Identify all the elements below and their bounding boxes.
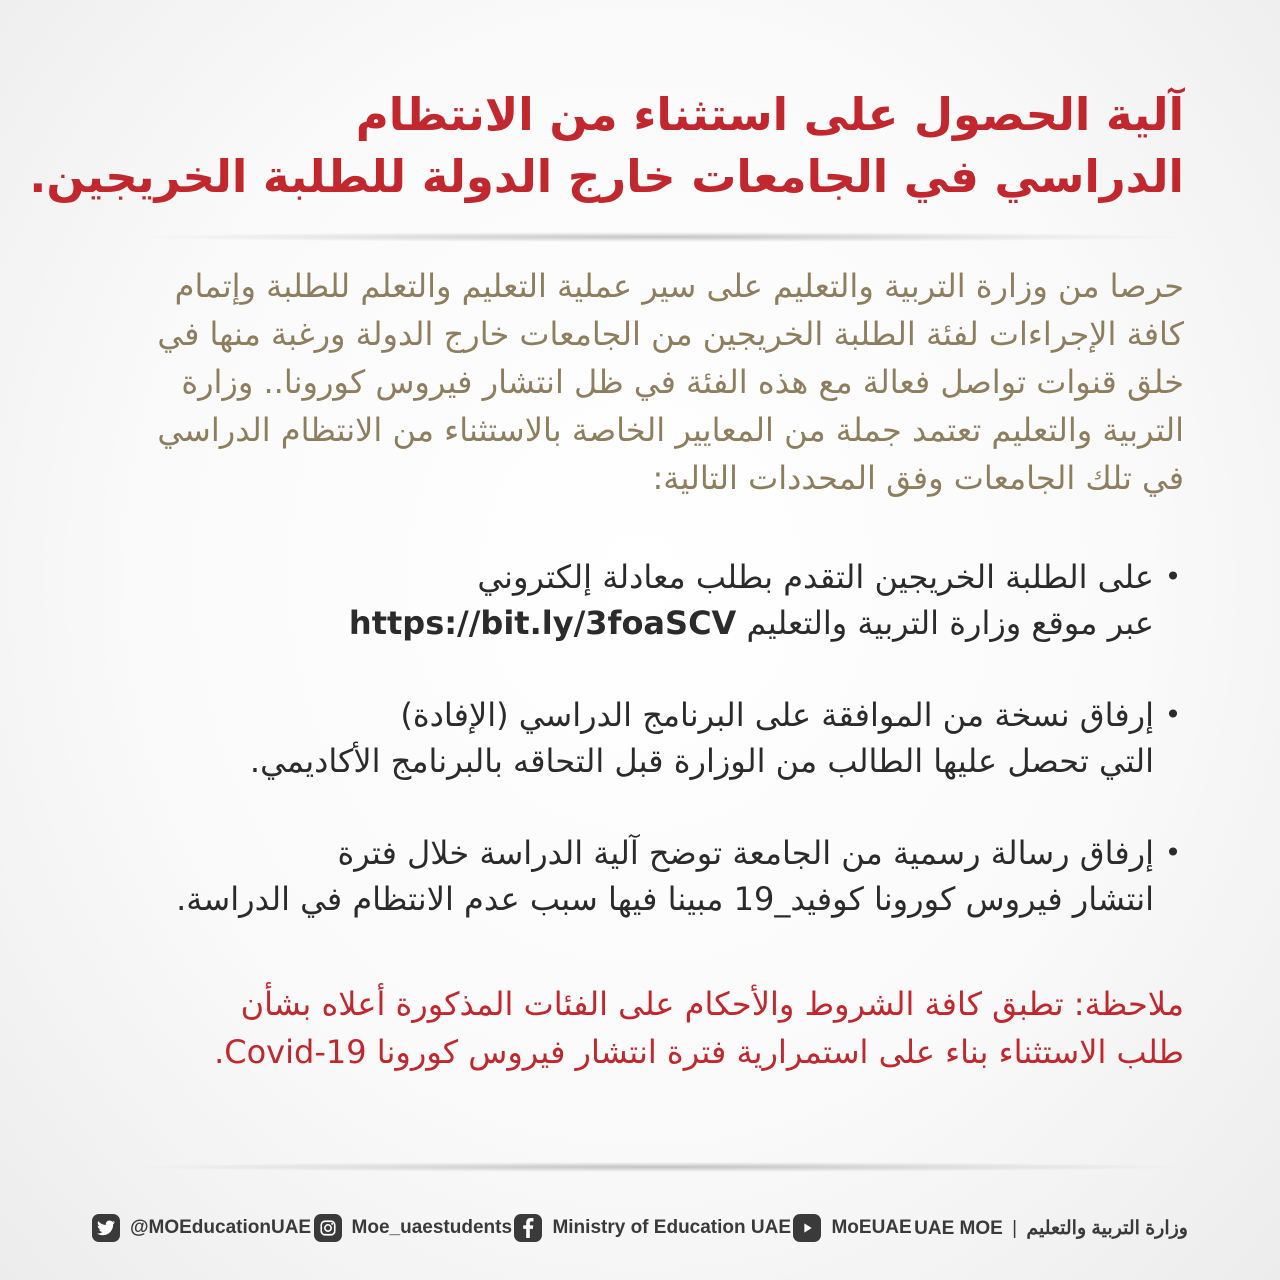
- intro-line: في تلك الجامعات وفق المحددات التالية:: [652, 459, 1184, 497]
- note-line-2: طلب الاستثناء بناء على استمرارية فترة انتشار فيروس كورونا Covid-19.: [214, 1033, 1184, 1071]
- page-title: [29, 84, 1184, 208]
- instagram-handle: Moe_uaestudents: [351, 1217, 513, 1238]
- twitter-handle: @MOEducationUAE: [130, 1217, 312, 1238]
- instagram-icon: [314, 1214, 342, 1242]
- facebook-link[interactable]: [514, 1214, 791, 1242]
- youtube-icon: [793, 1214, 821, 1242]
- top-divider: [140, 232, 1180, 242]
- youtube-handle: MoEUAE: [831, 1217, 912, 1238]
- brand-arabic: وزارة التربية والتعليم: [1026, 1217, 1188, 1239]
- twitter-icon: [92, 1214, 120, 1242]
- note-paragraph: [124, 980, 1184, 1076]
- brand-separator: |: [1012, 1217, 1018, 1239]
- requirement-1-line-1: على الطلبة الخريجين التقدم بطلب معادلة إلكتروني: [477, 558, 1154, 596]
- requirement-1-line-2: [124, 600, 1154, 646]
- requirements-list: [124, 554, 1184, 968]
- facebook-handle: Ministry of Education UAE: [552, 1217, 792, 1238]
- footer-bar: [92, 1208, 1188, 1248]
- intro-line: حرصا من وزارة التربية والتعليم على سير عملية التعليم والتعلم للطلبة وإتمام: [174, 267, 1184, 305]
- requirement-item-2: [124, 692, 1184, 784]
- intro-line: خلق قنوات تواصل فعالة مع هذه الفئة في ظل انتشار فيروس كورونا.. وزارة: [181, 363, 1184, 401]
- title-line-2: الدراسي في الجامعات خارج الدولة للطلبة الخريجين.: [29, 150, 1184, 203]
- bullet-dot: •: [1164, 836, 1182, 869]
- requirement-1-text: عبر موقع وزارة التربية والتعليم: [746, 604, 1154, 642]
- equivalency-link[interactable]: https://bit.ly/3foaSCV: [348, 604, 737, 642]
- facebook-icon: [514, 1214, 542, 1242]
- ministry-brand: [914, 1217, 1188, 1240]
- intro-line: كافة الإجراءات لفئة الطلبة الخريجين من الجامعات خارج الدولة ورغبة منها في: [157, 315, 1184, 353]
- title-line-1: آلية الحصول على استثناء من الانتظام: [355, 88, 1184, 141]
- requirement-2-line-2: التي تحصل عليها الطالب من الوزارة قبل التحاقه بالبرنامج الأكاديمي.: [249, 742, 1154, 780]
- bullet-dot: •: [1164, 560, 1182, 593]
- note-line-1: ملاحظة: تطبق كافة الشروط والأحكام على الفئات المذكورة أعلاه بشأن: [240, 985, 1184, 1023]
- youtube-link[interactable]: [793, 1214, 911, 1242]
- twitter-link[interactable]: [92, 1214, 311, 1242]
- requirement-2-line-1: إرفاق نسخة من الموافقة على البرنامج الدراسي (الإفادة): [400, 696, 1154, 734]
- requirement-item-3: [124, 830, 1184, 922]
- intro-paragraph: [124, 262, 1184, 502]
- requirement-3-line-1: إرفاق رسالة رسمية من الجامعة توضح آلية الدراسة خلال فترة: [337, 834, 1154, 872]
- requirement-3-line-2: انتشار فيروس كورونا كوفيد_19 مبينا فيها سبب عدم الانتظام في الدراسة.: [176, 880, 1154, 918]
- bottom-divider: [140, 1162, 1180, 1172]
- intro-line: التربية والتعليم تعتمد جملة من المعايير الخاصة بالاستثناء من الانتظام الدراسي: [157, 411, 1184, 449]
- brand-english: UAE MOE: [914, 1217, 1003, 1239]
- instagram-link[interactable]: [314, 1214, 512, 1242]
- bullet-dot: •: [1164, 698, 1182, 731]
- requirement-item-1: [124, 554, 1184, 646]
